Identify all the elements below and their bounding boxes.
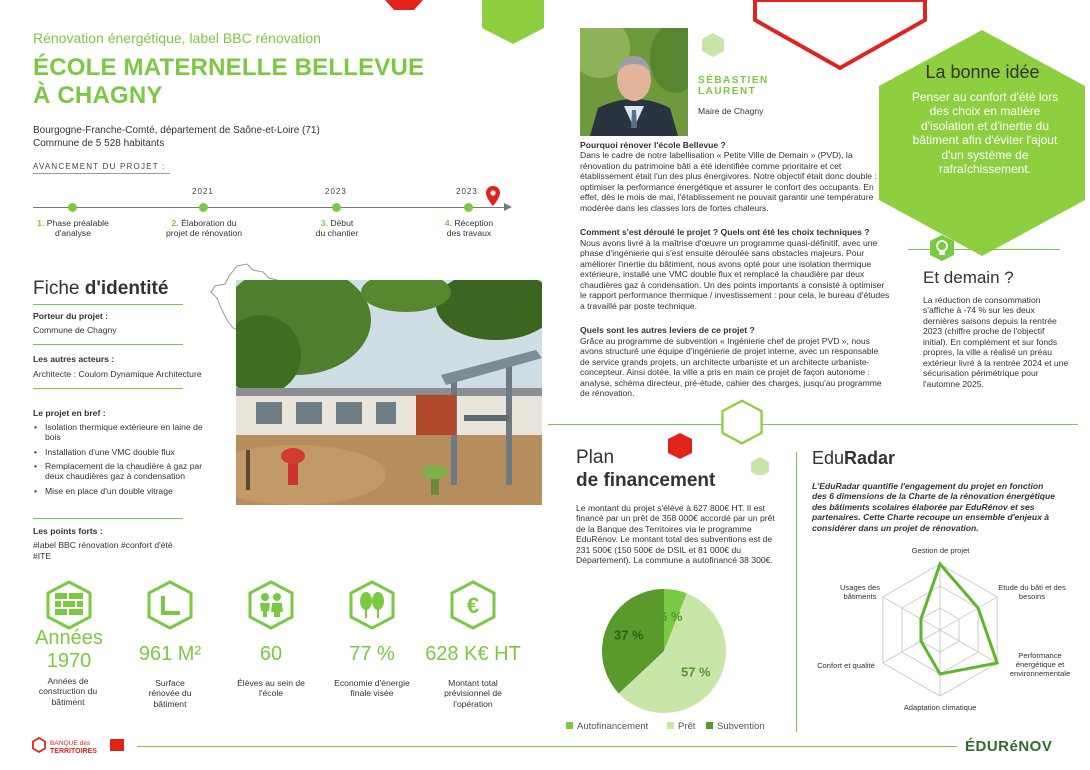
stat-value-amount: 628 K€ HT	[425, 643, 521, 665]
eduradar-chart	[870, 555, 1010, 705]
pie-label: 6 %	[659, 609, 683, 625]
radar-axis-label: Confort et qualité	[817, 661, 875, 670]
interview	[580, 140, 890, 407]
eduradar-title-light: Edu	[812, 448, 845, 468]
brick-wall-icon	[55, 593, 83, 617]
radar-axis-label: Gestion de projet	[911, 546, 970, 555]
step-line-2: des travaux	[446, 228, 492, 239]
timeline-year-2: 2023	[325, 187, 347, 196]
svg-text:€: €	[466, 593, 480, 618]
stat-value-years-line-2: 1970	[46, 650, 92, 672]
divider-vertical	[796, 452, 797, 732]
footer-line	[137, 746, 957, 747]
region-line-1: Bourgogne-Franche-Comté, département de Saône-et-Loire (71)	[33, 125, 320, 136]
timeline-dot-2	[199, 203, 208, 212]
step-line-1: Phase préalable	[46, 218, 109, 228]
interview-answer: Dans le cadre de notre labellisation « Petite Ville de Demain » (PVD), la rénovation du patrimoine bâti a été identifiée comme prioritaire et cet établissement était l'un des plus énergivores. Notre objectif était donc double : optimiser la performance énergétique et assurer le confort des occupants. En effet, dès le mois de mai, l'établissement ne pouvait garantir une température modérée dans les classes lors de fortes chaleurs.	[580, 150, 877, 213]
porteur-value: Commune de Chagny	[33, 325, 117, 335]
interview-block	[580, 140, 890, 213]
stat-value-surface: 961 M²	[138, 643, 202, 665]
interview-answer: Grâce au programme de subvention « Ingénierie chef de projet PVD », nous avons structuré une équipe d'ingénierie de projet interne, avec un responsable de service grands projets, un architecte urbaniste et un architecte urbaniste-concepteur. Ainsi dotée, la ville a pris en main ce projet de façon autonome : analyse, schéma directeur, pré-étude, cahier des charges, jusqu'au programme de rénovation.	[580, 335, 882, 399]
logo-text-1: BANQUE des	[50, 740, 91, 747]
step-number: 4.	[444, 218, 453, 228]
idee-title: La bonne idée	[925, 62, 1040, 82]
list-item: • Remplacement de la chaudière à gaz par deux chaudières gaz à condensation	[33, 461, 218, 482]
legend-item-pret	[667, 721, 695, 732]
stat-label-years: Années de construction du bâtiment	[38, 676, 98, 707]
idee-text: Penser au confort d'été lors des choix en matière d'isolation et d'inertie du bâtiment afin d'éviter l'ajout d'un système de rafraîchissement.	[911, 90, 1059, 176]
location-pin-icon	[486, 186, 500, 206]
mayor-portrait	[580, 28, 688, 136]
interview-block	[580, 227, 890, 311]
step-line-2: du chantier	[315, 228, 359, 239]
interview-question: Pourquoi rénover l'école Bellevue ?	[580, 140, 726, 150]
progress-label-underline	[33, 173, 170, 174]
radar-axis-label: Etude du bâti et des besoins	[998, 583, 1066, 602]
fiche-title	[33, 278, 168, 300]
stat-value-years-line-1: Années	[35, 627, 103, 649]
timeline-step-1	[18, 218, 128, 239]
timeline-step-4	[414, 218, 524, 239]
timeline-dot-4	[464, 203, 473, 212]
region-info	[33, 125, 320, 150]
plan-title-line-1: Plan	[576, 447, 615, 468]
list-item: • Mise en place d'un double vitrage	[33, 486, 218, 496]
progress-label: AVANCEMENT DU PROJET :	[33, 162, 166, 171]
pie-label: 57 %	[680, 664, 711, 680]
legend-label: Prêt	[678, 721, 696, 732]
timeline-step-3	[282, 218, 392, 239]
divider-horizontal	[548, 424, 1078, 425]
timeline-year-3: 2023	[456, 187, 478, 196]
porteur-heading: Porteur du projet :	[33, 311, 108, 321]
decor-hex-small	[700, 32, 726, 58]
surface-icon	[160, 594, 182, 616]
bref-heading: Le projet en bref :	[33, 408, 106, 418]
fiche-title-bold: d'identité	[84, 278, 169, 299]
acteurs-value: Architecte : Coulom Dynamique Architecture	[33, 369, 202, 379]
list-item: • Isolation thermique extérieure en laine de bois	[33, 422, 218, 443]
logo-text-2: TERRITOIRES	[50, 748, 97, 755]
legend-label: Subvention	[717, 721, 765, 732]
title-line-2: À CHAGNY	[33, 82, 163, 110]
timeline-line	[33, 207, 505, 208]
interview-block	[580, 325, 890, 398]
stat-value-years	[20, 627, 118, 673]
mayor-first-name: SÉBASTIEN	[698, 75, 769, 86]
timeline-dot-3	[332, 203, 341, 212]
mayor-name	[698, 75, 769, 97]
step-number: 2.	[171, 218, 179, 228]
stat-label-pupils: Élèves au sein de l'école	[237, 678, 305, 699]
step-line-2: d'analyse	[54, 228, 92, 239]
stat-value-pupils: 60	[259, 643, 283, 665]
fiche-divider	[33, 304, 183, 305]
plan-title-line-2: de financement	[576, 469, 716, 491]
forts-heading: Les points forts :	[33, 526, 103, 536]
legend-swatch	[667, 722, 674, 729]
timeline-year-1: 2021	[192, 187, 214, 196]
subtitle: Rénovation énergétique, label BBC rénovation	[33, 30, 321, 46]
decor-green-hex	[482, 0, 544, 44]
legend-label: Autofinancement	[577, 721, 649, 732]
school-photo	[236, 280, 542, 505]
plan-title	[576, 447, 715, 493]
eduradar-title-bold: Radar	[844, 448, 896, 468]
fiche-title-light: Fiche	[33, 278, 80, 299]
trees-icon	[358, 591, 386, 619]
mayor-last-name: LAURENT	[698, 86, 757, 97]
timeline-arrow	[504, 203, 512, 211]
title-line-1: ÉCOLE MATERNELLE BELLEVUE	[33, 54, 425, 81]
children-icon	[258, 592, 284, 618]
financing-pie-chart	[598, 585, 730, 717]
stat-label-amount: Montant total prévisionnel de l'opération	[444, 678, 502, 709]
plan-text: Le montant du projet s'élève à 627 800€ HT. Il est financé par un prêt de 358 000€ accordé par un prêt de la Banque des Territoires via le programme EduRénov. Le montant total des subventions est de 231 500€ (150 500€ de DSIL et 81 000€ du Département). La commune a autofinancé 38 300€.	[576, 503, 775, 566]
euro-icon	[460, 592, 486, 618]
eduradar-text: L'EduRadar quantifie l'engagement du projet en fonction des 6 dimensions de la Charte de la rénovation énergétique des bâtiments scolaires élaborée par EduRénov et ses partenaires. Cette Charte recoupe un ensemble d'enjeux à considérer dans un projet de rénovation.	[812, 481, 1056, 533]
demain-title: Et demain ?	[923, 268, 1014, 287]
radar-axis-label: Usages des bâtiments	[839, 583, 881, 602]
banque-des-territoires-logo	[32, 737, 128, 757]
decor-red-hex	[385, 0, 423, 10]
fiche-divider	[33, 518, 183, 519]
region-line-2: Commune de 5 528 habitants	[33, 137, 165, 149]
lightbulb-icon	[929, 234, 955, 262]
legend-item-subvention	[706, 721, 765, 732]
edurenov-logo: ÉDURéNOV	[965, 738, 1053, 755]
mayor-role: Maire de Chagny	[698, 106, 764, 116]
pie-label: 37 %	[613, 627, 644, 643]
step-number: 1.	[37, 218, 45, 228]
legend-swatch	[706, 722, 713, 729]
radar-axis-label: Performance énergétique et environnementale	[1009, 651, 1071, 679]
step-line-1: Élaboration du	[181, 218, 237, 228]
stat-label-savings: Economie d'énergie finale visée	[334, 678, 410, 699]
bref-list	[33, 422, 218, 500]
radar-axis-label: Adaptation climatique	[903, 703, 977, 712]
eduradar-title	[812, 448, 895, 469]
fiche-divider	[33, 344, 183, 345]
interview-answer: Nous avons livré à la maîtrise d'œuvre un programme quasi-définitif, avec une phase d'ingénierie qui s'est ensuite déroulée sans obstacles majeurs. Pour améliorer l'inertie du bâtiment, nous avons opté pour une isolation thermique extérieure, installé une VMC double flux et remplacé la chaudière par deux chaudières gaz à condensation. Un des points importants a consisté à optimiser le rapport performance thermique / investissement : pour cela, le bureau d'études a travaillé par poste technique.	[580, 237, 890, 311]
step-line-2: projet de rénovation	[166, 228, 242, 239]
acteurs-heading: Les autres acteurs :	[33, 354, 115, 364]
stat-value-savings: 77 %	[349, 643, 395, 665]
step-line-1: Réception	[454, 218, 494, 228]
legend-item-autofinancement	[566, 721, 648, 732]
step-number: 3.	[320, 218, 328, 228]
demain-text: La réduction de consommation s'affiche à -74 % sur les deux dernières saisons depuis la rentrée 2023 (chiffre proche de l'objectif initial). En complément et sur fonds propres, la ville a réalisé un préau extérieur livré à la rentrée 2024 et une sécurisation périmétrique pour l'automne 2025.	[923, 295, 1069, 389]
timeline-step-2	[149, 218, 259, 239]
fiche-divider	[33, 388, 183, 389]
list-item: • Installation d'une VMC double flux	[33, 447, 218, 457]
timeline-dot-1	[68, 203, 77, 212]
interview-question: Comment s'est déroulé le projet ? Quels ont été les choix techniques ?	[580, 227, 870, 238]
interview-question: Quels sont les autres leviers de ce projet ?	[580, 325, 755, 336]
page-title	[33, 54, 453, 111]
forts-line-1: #label BBC rénovation #confort d'été	[33, 540, 173, 550]
stat-label-surface: Surface rénovée du bâtiment	[148, 678, 192, 709]
step-line-1: Début	[330, 218, 354, 228]
legend-swatch	[566, 722, 573, 729]
forts-line-2: #ITE	[33, 551, 52, 561]
